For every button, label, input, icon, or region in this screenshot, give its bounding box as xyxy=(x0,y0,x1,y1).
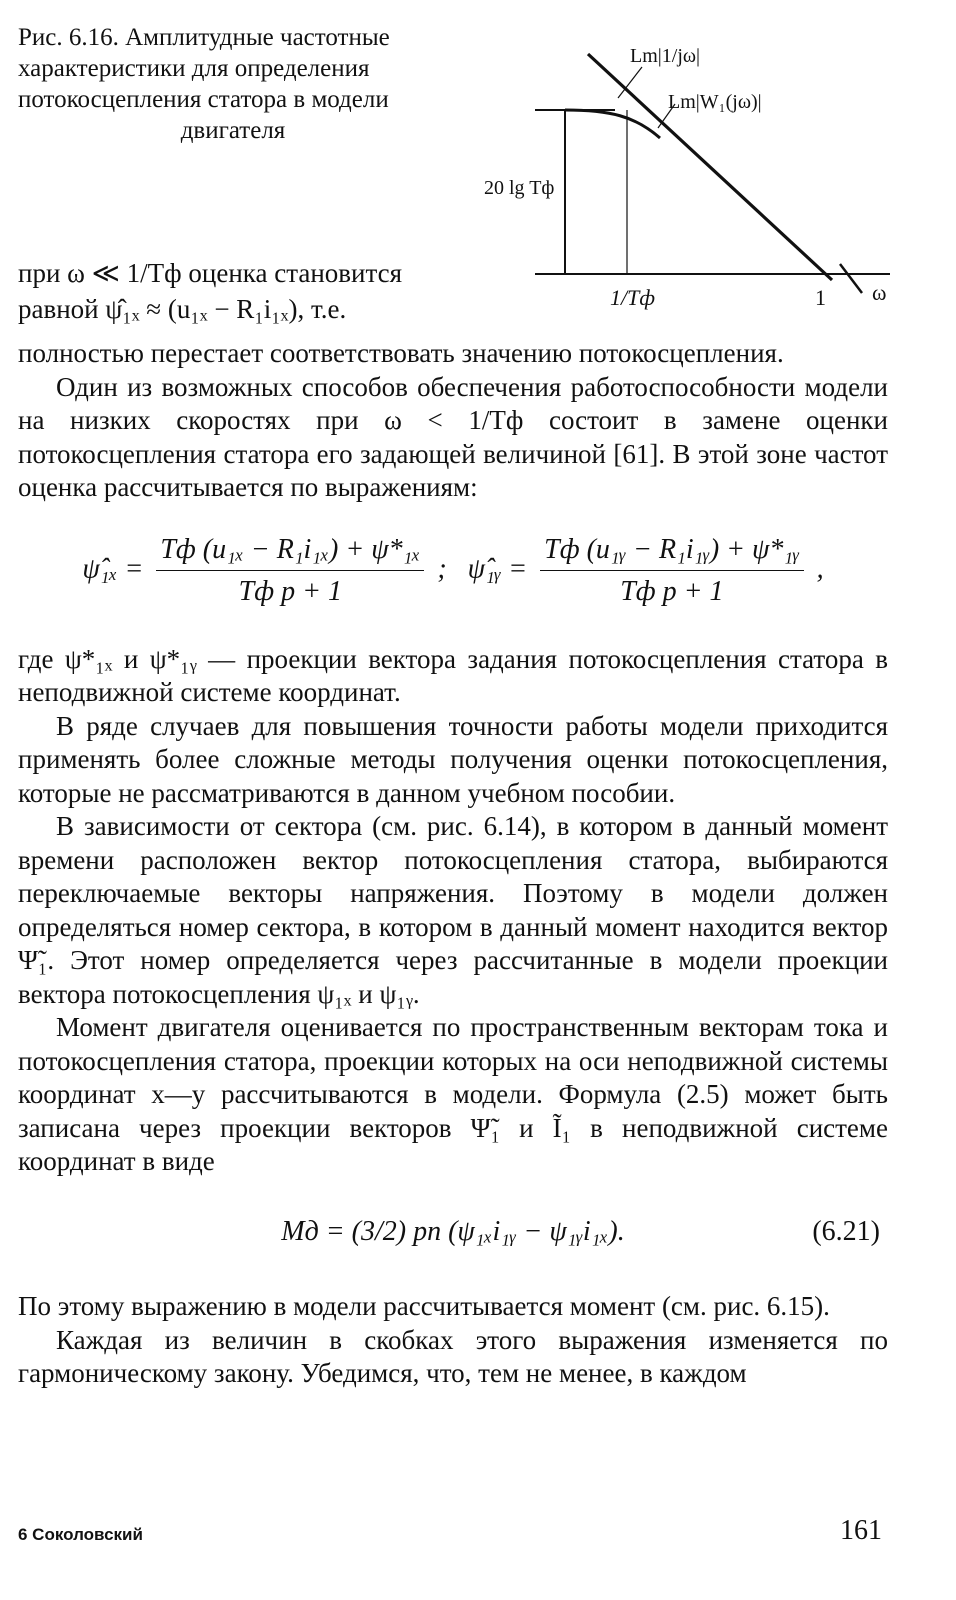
paragraph-5: В зависимости от сектора (см. рис. 6.14), в котором в данный момент времени расположен вектор потокосцепления статора, выбираются переключаемые векторы напряжения. Поэтому в модели должен определяться номер сектора, в котором в данный момент находится вектор Ψ̃₁. Этот номер определяется через рассчитанные в модели проекции вектора потокосцепления ψ₁ₓ и ψ₁ᵧ. xyxy=(18,811,888,1009)
label-lm-inverse: Lm|1/jω| xyxy=(630,45,701,67)
response-curve xyxy=(565,110,660,138)
lead-line-2: равной ψ̂₁ₓ ≈ (u₁ₓ − R₁i₁ₓ), т.е. xyxy=(18,294,347,324)
frequency-response-figure xyxy=(470,12,910,332)
formula-1-numerator: Tф (u₁ₓ − R₁i₁ₓ) + ψ*₁ₓ xyxy=(156,533,424,572)
equation-number: (6.21) xyxy=(812,1215,880,1247)
paragraph-3: где ψ*₁ₓ и ψ*₁ᵧ — проекции вектора задания потокосцепления статора в неподвижной системе координат. xyxy=(18,643,888,707)
formula-1-fraction xyxy=(156,533,424,609)
paragraph-7: По этому выражению в модели рассчитывается момент (см. рис. 6.15). xyxy=(18,1291,830,1321)
formula-2-lhs: ψ̂₁ᵧ = xyxy=(467,552,528,584)
x-axis-arrow xyxy=(840,264,862,293)
formula-1-lhs: ψ̂₁ₓ = xyxy=(82,552,144,584)
caption-line-4: двигателя xyxy=(180,117,286,144)
label-corner: 1/Tф xyxy=(610,285,655,310)
figure-caption xyxy=(18,22,448,146)
formula-2-numerator: Tф (u₁ᵧ − R₁i₁ᵧ) + ψ*₁ᵧ xyxy=(540,533,803,572)
footer-signature: 6 Соколовский xyxy=(18,1525,143,1544)
paragraph-2: Один из возможных способов обеспечения работоспособности модели на низких скоростях при ω < 1/Tф состоит в замене оценки потокосцепления статора его задающей величиной [61]. В этой зоне частот оценка рассчитывается по выражениям: xyxy=(18,371,888,502)
caption-line-2: характеристики для определения xyxy=(18,55,370,82)
page-number: 161 xyxy=(840,1515,882,1546)
paragraph-6: Момент двигателя оценивается по пространственным векторам тока и потокосцепления статора, проекции которых на оси неподвижной системы координат x—y рассчитываются в модели. Формула (2.5) может быть записана через проекции векторов Ψ̃₁ и Ĩ₁ в неподвижной системе координат в виде xyxy=(18,1012,888,1176)
asymptote-line xyxy=(588,54,832,280)
body-text xyxy=(18,337,888,1391)
label-lm-w: Lm|W₁(jω)| xyxy=(668,91,762,113)
equation-6-21 xyxy=(18,1215,888,1249)
label-one: 1 xyxy=(815,285,826,310)
formula-estimates xyxy=(18,533,888,609)
caption-line-1: Рис. 6.16. Амплитудные частотные xyxy=(18,24,390,51)
formula-end: , xyxy=(816,552,824,584)
formula-separator: ; xyxy=(437,552,447,584)
lead-text xyxy=(18,255,488,327)
label-omega: ω xyxy=(872,280,887,305)
formula-1-denominator: Tф p + 1 xyxy=(238,576,343,607)
paragraph-8: Каждая из величин в скобках этого выражения изменяется по гармоническому закону. Убедимся, что, тем не менее, в каждом xyxy=(18,1324,888,1388)
equation-6-21-body: Mд = (3/2) pп (ψ₁ₓi₁ᵧ − ψ₁ᵧi₁ₓ). xyxy=(281,1215,625,1247)
formula-2-fraction xyxy=(540,533,803,609)
caption-line-3: потокосцепления статора в модели xyxy=(18,86,389,113)
formula-2-denominator: Tф p + 1 xyxy=(620,576,724,607)
label-level: 20 lg Tф xyxy=(484,177,555,199)
lead-line-1: при ω ≪ 1/Tф оценка становится xyxy=(18,258,403,288)
paragraph-4: В ряде случаев для повышения точности работы модели приходится применять более сложные методы получения оценки потокосцепления, которые не рассматриваются в данном учебном пособии. xyxy=(18,710,888,808)
paragraph-1: полностью перестает соответствовать значению потокосцепления. xyxy=(18,338,784,368)
